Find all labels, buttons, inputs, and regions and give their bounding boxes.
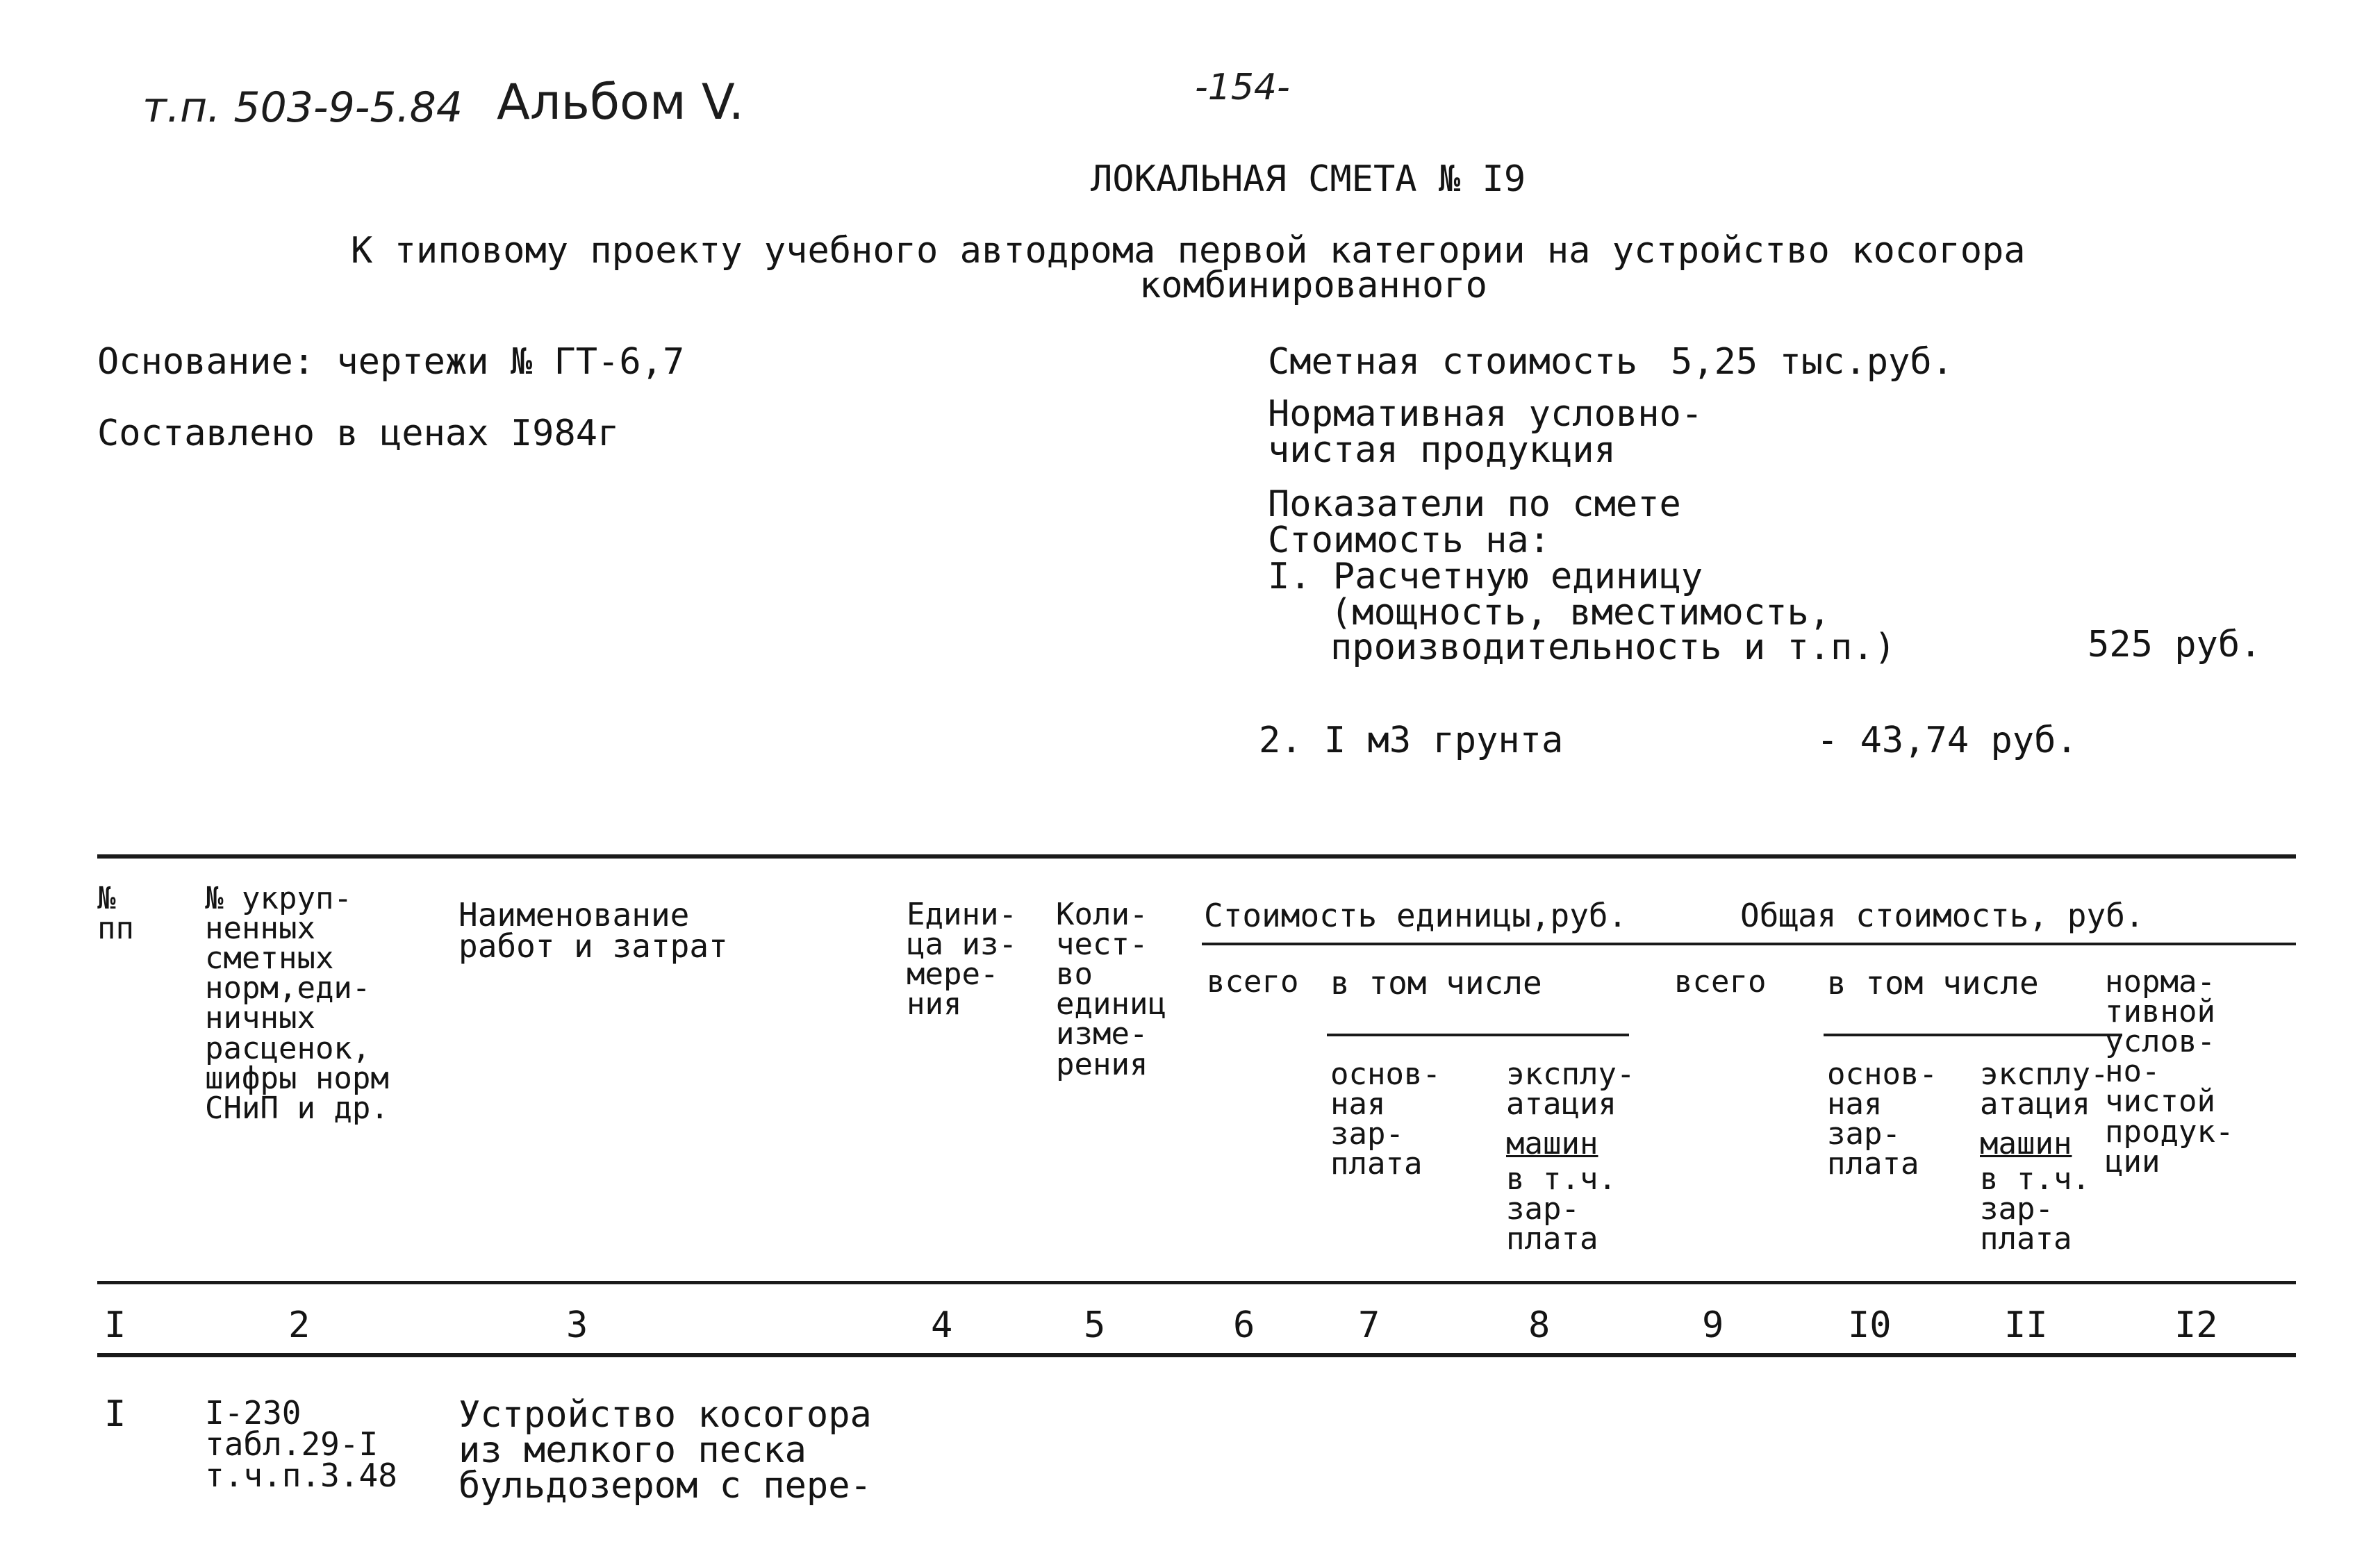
row-1-name: Устройство косогора из мелкого песка бульдозером с пере- xyxy=(458,1394,872,1507)
header-num: № пп xyxy=(97,881,134,947)
item1-label: I. Расчетную единицу xyxy=(1268,556,1703,597)
column-number-12: I2 xyxy=(2174,1304,2218,1346)
header-name: Наименование работ и затрат xyxy=(458,896,728,966)
item2-value: - 43,74 руб. xyxy=(1817,720,2078,761)
column-number-9: 9 xyxy=(1702,1304,1724,1346)
header-unit: Едини- ца из- мере- ния xyxy=(907,897,1017,1022)
document-subtitle: К типовому проекту учебного автодрома первой категории на устройство косогора xyxy=(351,230,2026,272)
column-number-11: II xyxy=(2004,1304,2048,1346)
header-total-cost-group: Общая стоимость, руб. xyxy=(1740,897,2145,934)
header-bottom-rule xyxy=(97,1281,2296,1284)
header-total-incl: в том числе xyxy=(1827,964,2039,1002)
header-unit-total: всего xyxy=(1207,964,1299,1000)
column-number-4: 4 xyxy=(931,1304,953,1346)
item1-detail-continued: производительность и т.п.) xyxy=(1330,627,1896,668)
header-total-total: всего xyxy=(1674,964,1767,1000)
header-total-machines: эксплу- атация xyxy=(1980,1056,2109,1122)
indicators-label: Показатели по смете xyxy=(1268,483,1681,525)
document-subtitle-continued: комбинированного xyxy=(1139,265,1487,306)
cost-label: Сметная стоимость xyxy=(1268,341,1638,383)
handwritten-reference: т.п. 503-9-5.84 xyxy=(142,83,463,132)
basis-line: Основание: чертежи № ГТ-6,7 xyxy=(97,341,685,383)
document-title: ЛОКАЛЬНАЯ СМЕТА № I9 xyxy=(1091,158,1526,200)
column-number-7: 7 xyxy=(1358,1304,1380,1346)
row-1-num: I xyxy=(104,1393,126,1435)
row-1-norm: I-230 табл.29-I т.ч.п.3.48 xyxy=(205,1394,397,1495)
normative-label-continued: чистая продукция xyxy=(1268,429,1616,471)
column-number-6: 6 xyxy=(1233,1304,1255,1346)
header-unit-incl: в том числе xyxy=(1330,964,1542,1002)
header-unit-machines-wage: в т.ч. зар- плата xyxy=(1506,1161,1617,1257)
column-numbers-rule xyxy=(97,1353,2296,1357)
header-qty: Коли- чест- во единиц изме- рения xyxy=(1056,897,1166,1082)
column-number-10: I0 xyxy=(1848,1304,1892,1346)
header-unit-cost-group: Стоимость единицы,руб. xyxy=(1204,897,1628,934)
header-total-wage: основ- ная зар- плата xyxy=(1827,1056,1937,1182)
column-number-2: 2 xyxy=(288,1304,311,1346)
item2-label: 2. I м3 грунта xyxy=(1259,720,1564,761)
column-number-1: I xyxy=(104,1304,126,1346)
item1-detail: (мощность, вместимость, xyxy=(1330,592,1831,633)
group-rule-total-cost xyxy=(1202,943,2296,945)
subgroup-rule-unit xyxy=(1327,1034,1629,1036)
cost-for-label: Стоимость на: xyxy=(1268,520,1551,561)
item1-value: 525 руб. xyxy=(2088,624,2262,665)
column-number-8: 8 xyxy=(1528,1304,1551,1346)
header-total-machines-b: машин xyxy=(1980,1126,2072,1161)
table-top-rule xyxy=(97,854,2296,859)
cost-value: 5,25 тыс.руб. xyxy=(1671,341,1953,383)
header-total-machines-wage: в т.ч. зар- плата xyxy=(1980,1161,2090,1257)
normative-label: Нормативная условно- xyxy=(1268,393,1703,435)
prices-line: Составлено в ценах I984г xyxy=(97,413,620,454)
subgroup-rule-total xyxy=(1824,1034,2122,1036)
header-unit-machines-b: машин xyxy=(1506,1126,1598,1161)
header-normative: норма- тивной услов- но- чистой продук- ции xyxy=(2105,964,2234,1179)
column-number-3: 3 xyxy=(566,1304,588,1346)
header-unit-machines: эксплу- атация xyxy=(1506,1056,1635,1122)
header-norm: № укруп- ненных сметных норм,еди- ничных расценок, шифры норм СНиП и др. xyxy=(205,881,389,1126)
column-number-5: 5 xyxy=(1084,1304,1106,1346)
page-number: -154- xyxy=(1195,67,1290,108)
album-label: Альбом V. xyxy=(497,74,745,131)
header-unit-wage: основ- ная зар- плата xyxy=(1330,1056,1441,1182)
